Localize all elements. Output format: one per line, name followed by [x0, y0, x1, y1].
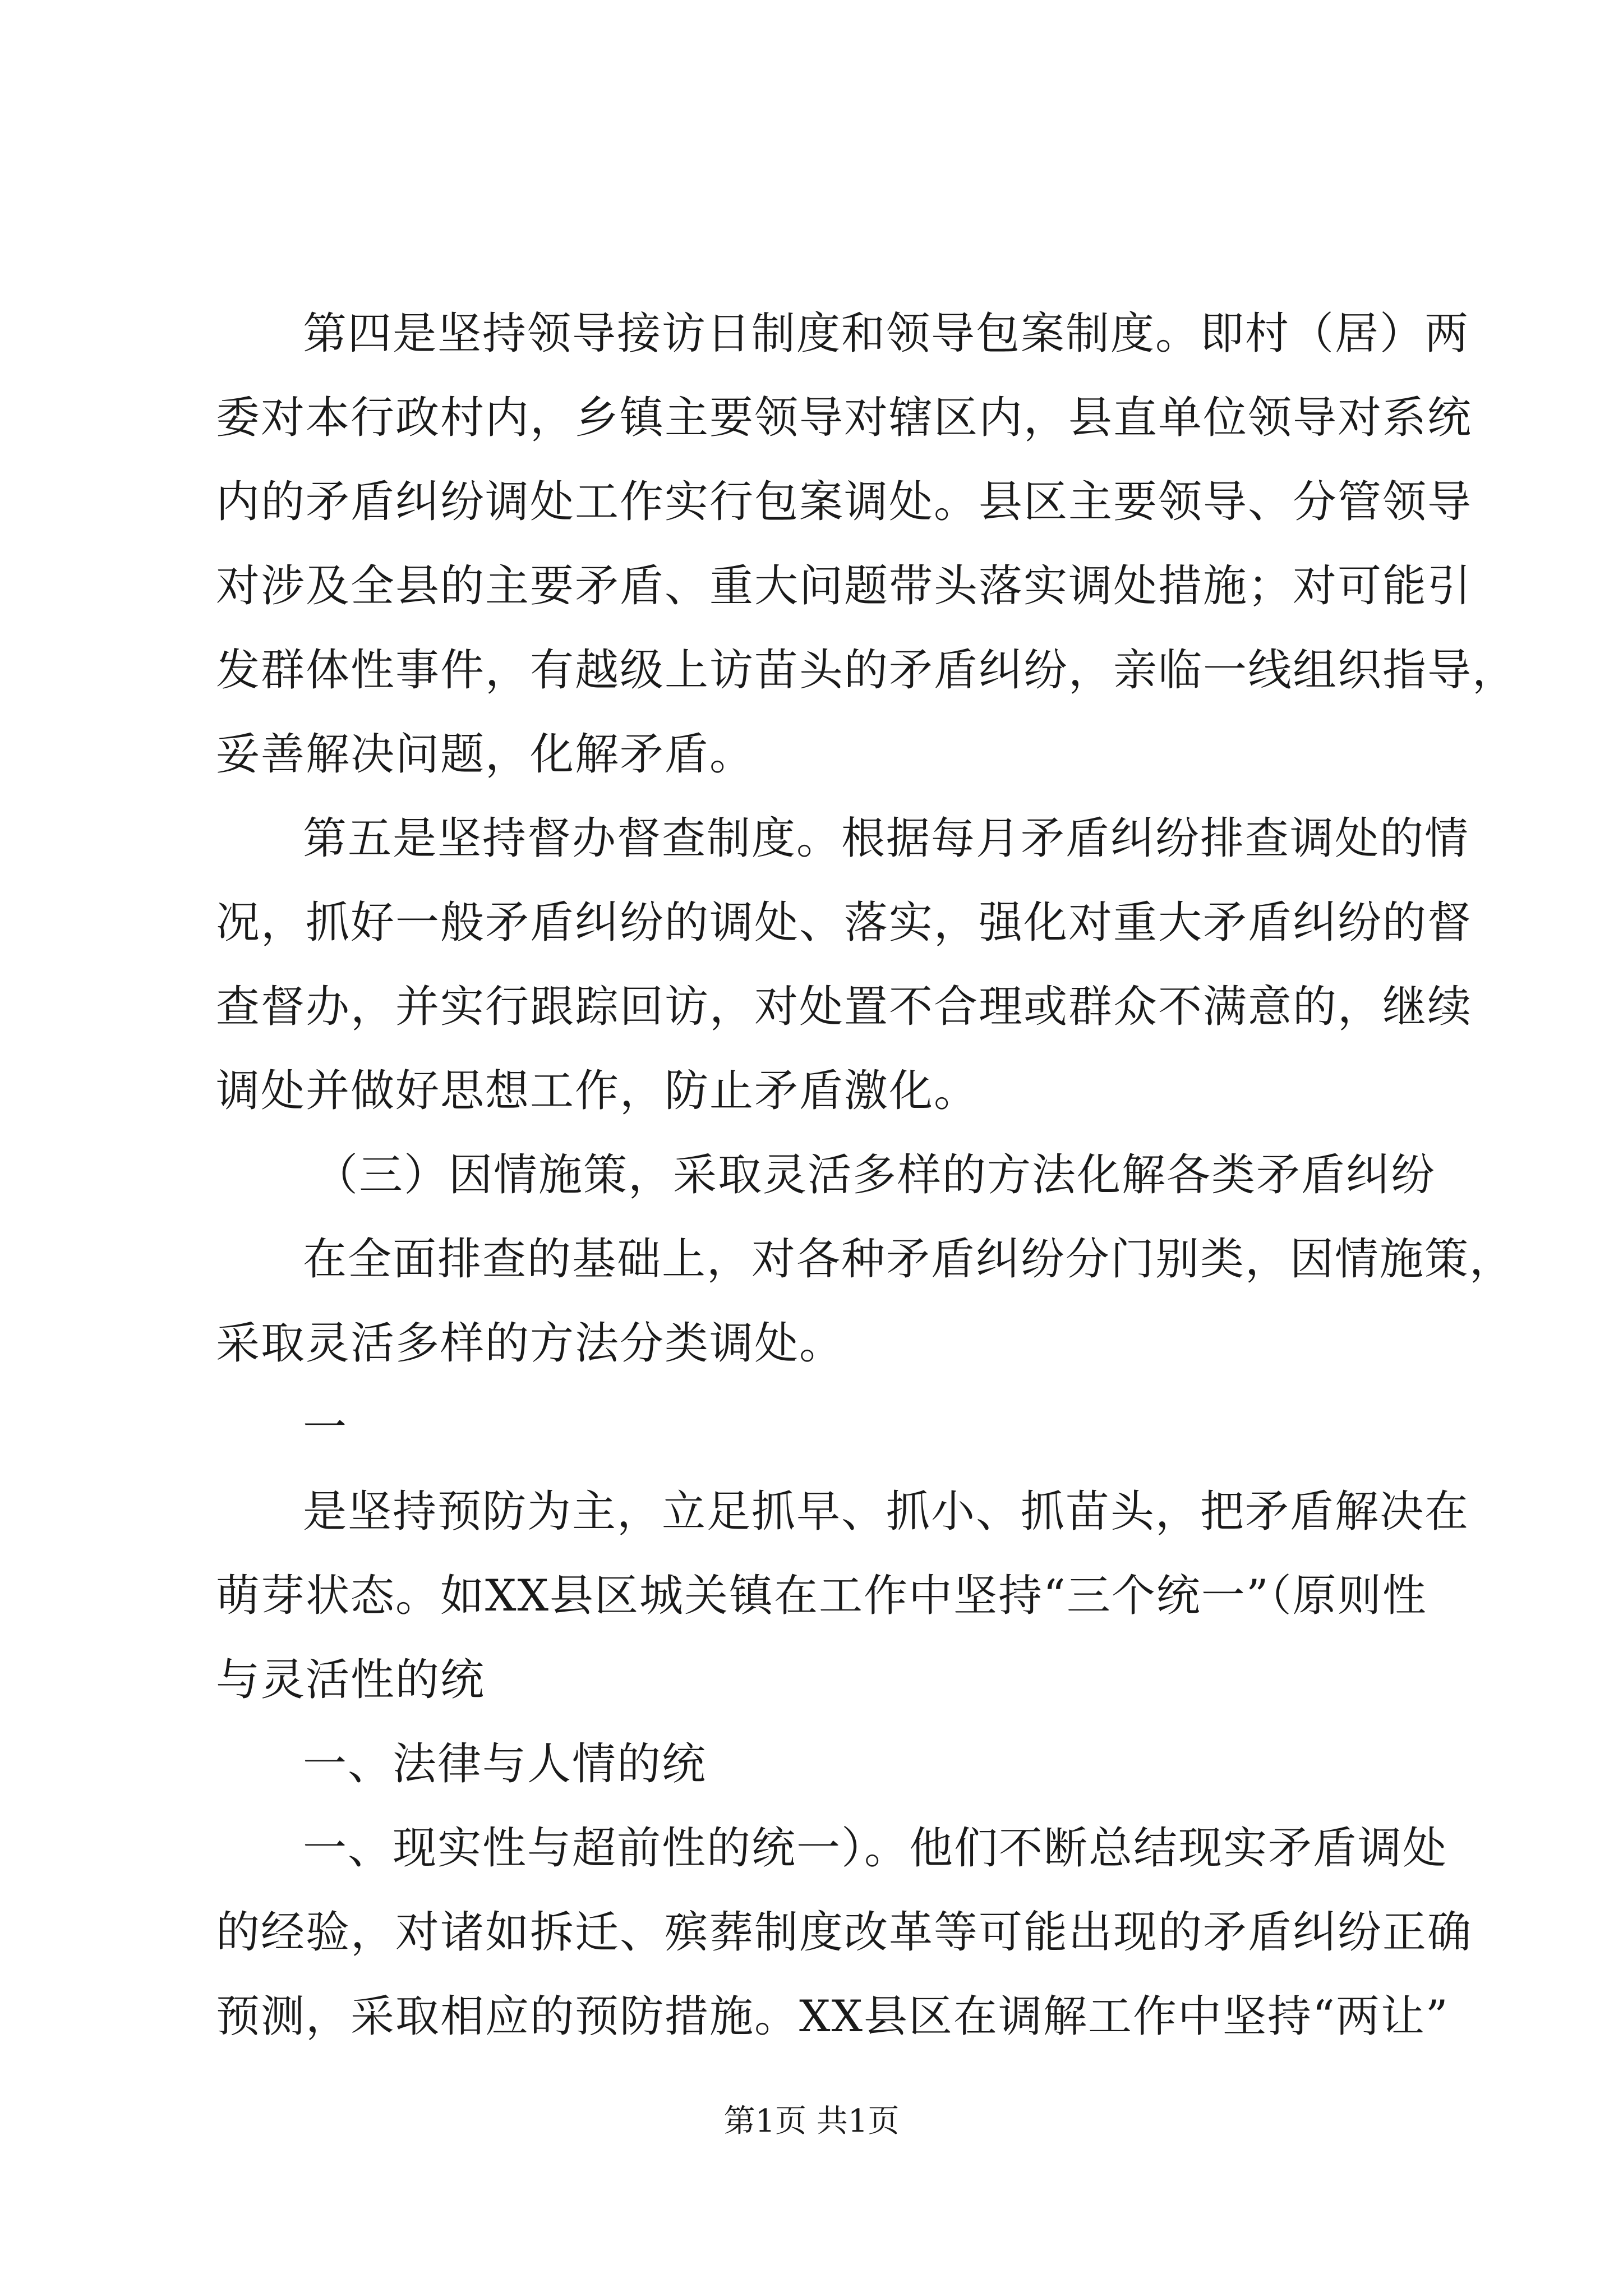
section-heading: （三）因情施策，采取灵活多样的方法化解各类矛盾纠纷: [314, 1150, 1436, 1200]
paragraph-1-line-4: 对涉及全县的主要矛盾、重大问题带头落实调处措施；对可能引: [216, 561, 1473, 611]
paragraph-2-line-3: 查督办，并实行跟踪回访，对处置不合理或群众不满意的，继续: [216, 982, 1473, 1032]
paragraph-6-line-2: 的经验，对诸如拆迁、殡葬制度改革等可能出现的矛盾纠纷正确: [216, 1907, 1473, 1958]
paragraph-1-line-3: 内的矛盾纠纷调处工作实行包案调处。县区主要领导、分管领导: [216, 477, 1473, 527]
paragraph-6-line-3: 预测，采取相应的预防措施。XX县区在调解工作中坚持“两让”: [216, 1991, 1449, 2042]
paragraph-3-line-1: 在全面排查的基础上，对各种矛盾纠纷分门别类，因情施策，: [303, 1234, 1515, 1285]
paragraph-2-line-1: 第五是坚持督办督查制度。根据每月矛盾纠纷排查调处的情: [303, 813, 1470, 864]
paragraph-6-line-1: 一、现实性与超前性的统一）。他们不断总结现实矛盾调处: [303, 1823, 1448, 1874]
paragraph-2-line-4: 调处并做好思想工作，防止矛盾激化。: [216, 1066, 979, 1116]
paragraph-4-line-2: 萌芽状态。如XX县区城关镇在工作中坚持“三个统一”（原则性: [216, 1571, 1427, 1621]
paragraph-4-line-1: 是坚持预防为主，立足抓早、抓小、抓苗头，把矛盾解决在: [303, 1487, 1470, 1537]
page-footer: 第1页 共1页: [723, 2103, 900, 2139]
paragraph-3-line-2: 采取灵活多样的方法分类调处。: [216, 1318, 845, 1369]
paragraph-5-line-1: 一、法律与人情的统: [303, 1739, 707, 1789]
paragraph-1-line-2: 委对本行政村内，乡镇主要领导对辖区内，县直单位领导对系统: [216, 393, 1473, 443]
paragraph-1-line-6: 妥善解决问题，化解矛盾。: [216, 729, 755, 780]
paragraph-1-line-5: 发群体性事件，有越级上访苗头的矛盾纠纷，亲临一线组织指导，: [216, 645, 1518, 696]
paragraph-4-line-3: 与灵活性的统: [216, 1655, 486, 1705]
numeral-one: 一: [303, 1402, 348, 1453]
paragraph-1-line-1: 第四是坚持领导接访日制度和领导包案制度。即村（居）两: [303, 309, 1470, 359]
paragraph-2-line-2: 况，抓好一般矛盾纠纷的调处、落实，强化对重大矛盾纠纷的督: [216, 898, 1473, 948]
